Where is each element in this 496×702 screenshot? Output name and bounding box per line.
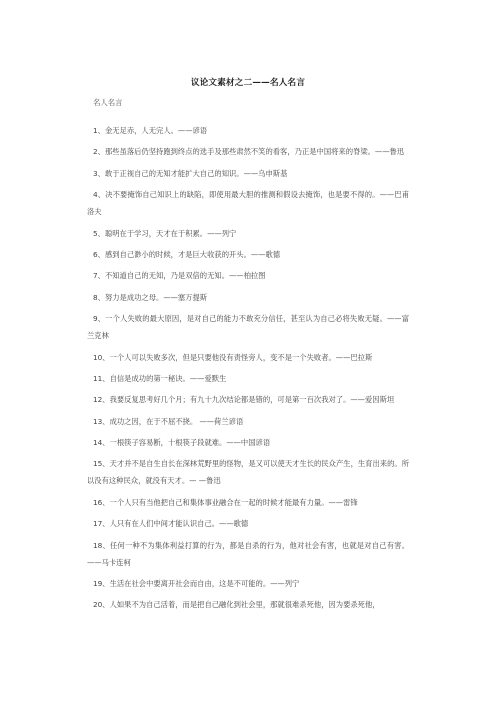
quote-item: 6、感到自己渺小的时候，才是巨大收获的开头。——歌德	[93, 249, 281, 259]
quote-list	[87, 122, 409, 618]
quote-item: 5、聪明在于学习，天才在于积累。——列宁	[93, 228, 237, 238]
quote-item: 13、成功之因，在于不屈不挠。 ——荷兰谚语	[93, 416, 244, 426]
quote-item: 12、我要反复思考好几个月；有九十九次结论都是错的，可是第一百次我对了。——爱因斯坦	[93, 395, 395, 405]
quote-item: 11、自信是成功的第一秘诀。——爱默生	[93, 373, 227, 383]
quote-item: 20、人如果不为自己活着，而是把自己融化到社会里，那就很难杀死他，因为要杀死他，	[93, 600, 380, 610]
quote-item: 17、人只有在人们中间才能认识自己。——歌德	[93, 519, 249, 529]
quote-item: 14、一根筷子容易断，十根筷子段就难。——中国谚语	[93, 438, 271, 448]
quote-item: 19、生活在社会中要离开社会而自由，这是不可能的。——列宁	[93, 579, 300, 589]
quote-item: 18、任何一种不为集体利益打算的行为，都是自杀的行为，他对社会有害，也就是对自己有害。——马卡连柯	[87, 540, 409, 567]
quote-item: 3、敢于正视自己的无知才能扩大自己的知识。——乌申斯基	[93, 168, 288, 178]
quote-item: 15、天才并不是自生自长在深林荒野里的怪物，是又可以使天才生长的民众产生，生育出来的。所以没有这种民众，就没有天才。— —鲁迅	[87, 459, 409, 486]
quote-item: 4、决不要掩饰自己知识上的缺陷，即使用最大胆的推测和假设去掩饰，也是要不得的。——巴甫洛夫	[87, 190, 409, 217]
quote-item: 1、金无足赤，人无完人。——谚语	[93, 126, 208, 135]
quote-item: 9、一个人失败的最大原因，是对自己的能力不敢充分信任，甚至认为自己必将失败无疑。——富兰克林	[87, 314, 409, 341]
quote-item: 16、一个人只有当他把自己和集体事业融合在一起的时候才能最有力量。——雷锋	[93, 497, 358, 507]
document-title: 议论文素材之二——名人名言	[190, 78, 306, 88]
section-heading: 名人名言	[93, 98, 123, 107]
quote-item: 8、努力是成功之母。——塞万提斯	[93, 292, 208, 302]
quote-item: 10、一个人可以失败多次，但是只要他没有责怪旁人，变不是一个失败者。——巴拉斯	[93, 352, 373, 362]
quote-item: 2、那些虽落后仍坚持跑到终点的选手及那些肃然不笑的看客，乃正是中国将来的脊梁。——鲁迅	[93, 147, 405, 157]
quote-item: 7、不知道自己的无知，乃是双倍的无知。——柏拉图	[93, 271, 266, 281]
